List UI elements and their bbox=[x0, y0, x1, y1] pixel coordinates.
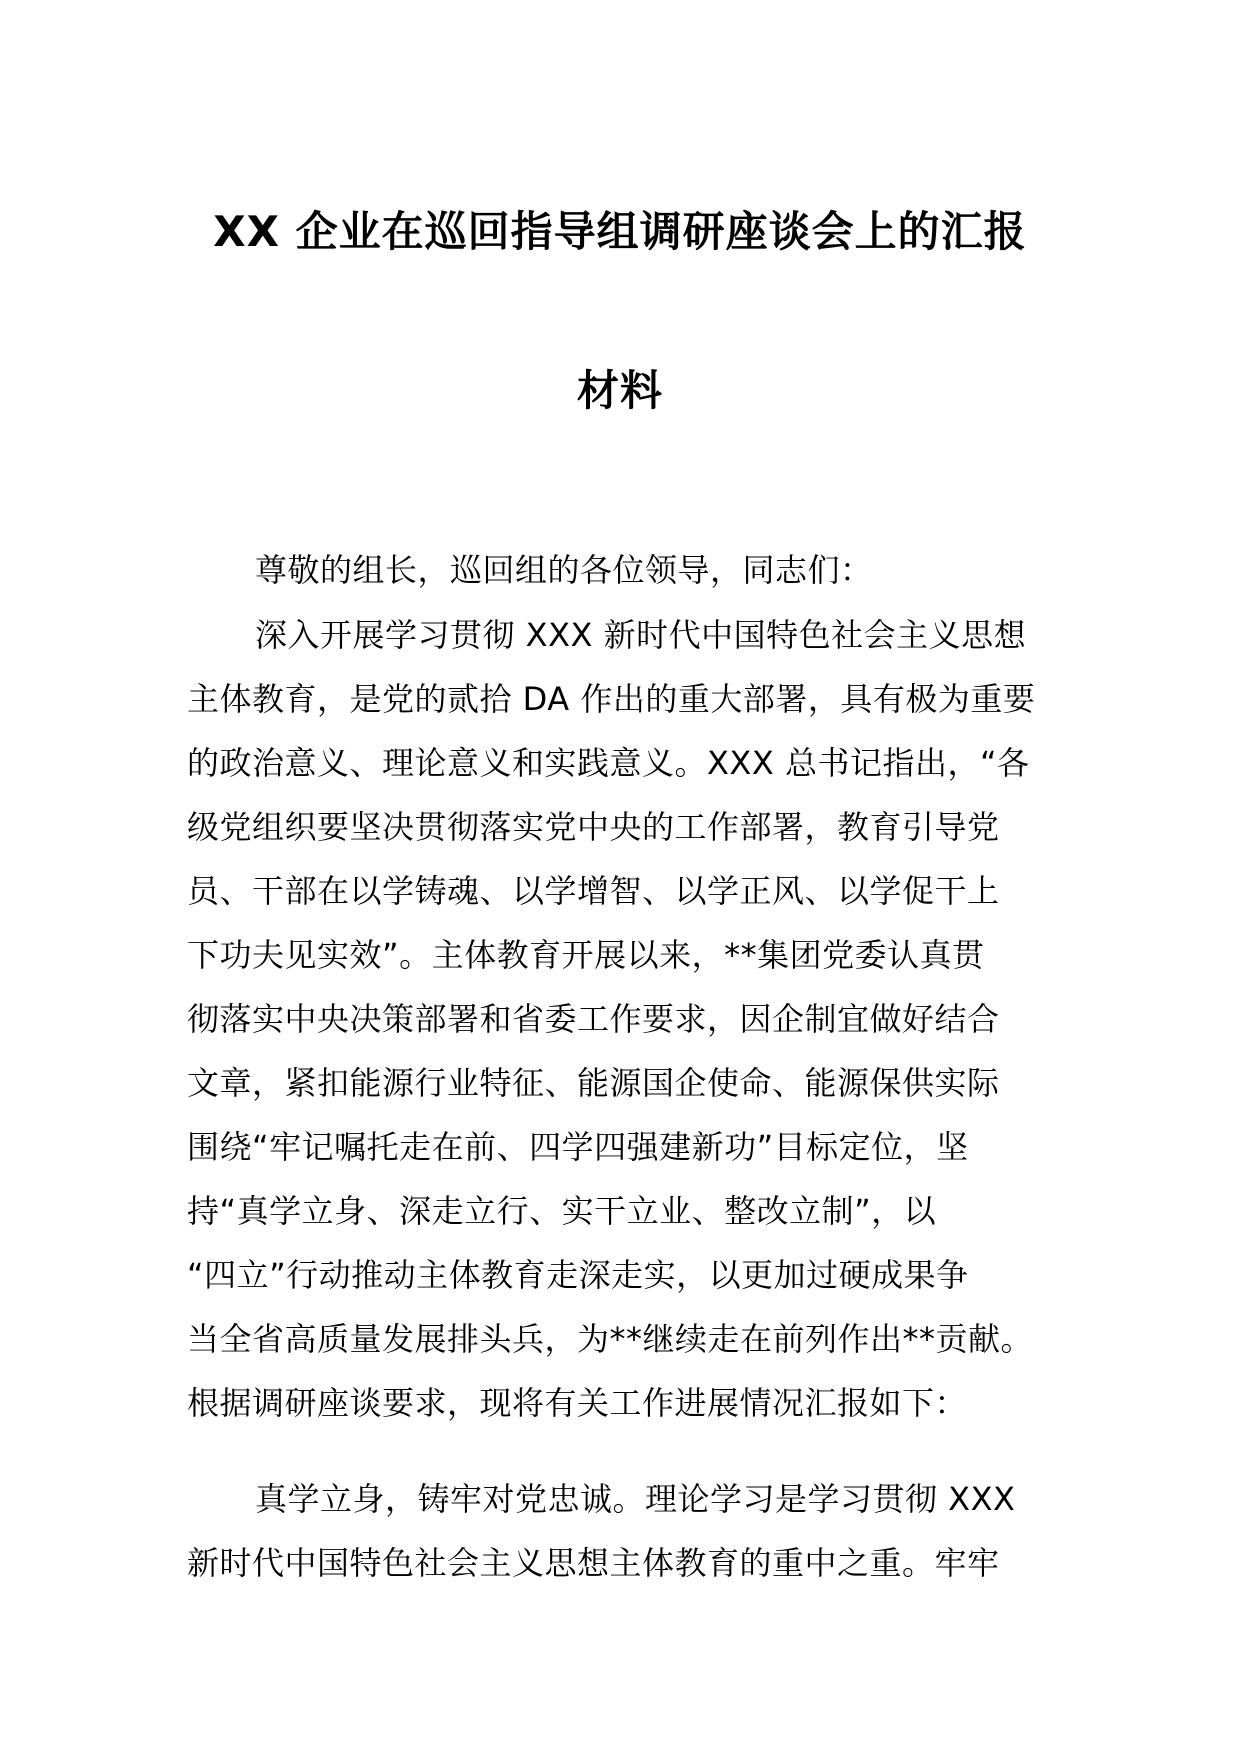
paragraph-line: 彻落实中央决策部署和省委工作要求，因企制宜做好结合 bbox=[187, 1000, 1000, 1038]
paragraph-line: 员、干部在以学铸魂、以学增智、以学正风、以学促干上 bbox=[187, 872, 1000, 910]
paragraph-line: 的政治意义、理论意义和实践意义。XXX 总书记指出，“各 bbox=[187, 744, 1030, 782]
paragraph-line: 下功夫见实效”。主体教育开展以来，**集团党委认真贯 bbox=[187, 936, 985, 974]
paragraph-line: 持“真学立身、深走立行、实干立业、整改立制”，以 bbox=[187, 1192, 937, 1230]
paragraph-line: 根据调研座谈要求，现将有关工作进展情况汇报如下： bbox=[187, 1384, 968, 1422]
paragraph-line: 真学立身，铸牢对党忠诚。理论学习是学习贯彻 XXX bbox=[255, 1480, 1016, 1518]
greeting-line: 尊敬的组长，巡回组的各位领导，同志们： bbox=[255, 551, 873, 589]
greeting-paragraph bbox=[187, 538, 1067, 602]
paragraph-line: 级党组织要坚决贯彻落实党中央的工作部署，教育引导党 bbox=[187, 808, 1000, 846]
body-paragraph-2 bbox=[187, 1467, 1067, 1595]
paragraph-line: “四立”行动推动主体教育走深走实，以更加过硬成果争 bbox=[187, 1256, 969, 1294]
document-title-line2: 材料 bbox=[576, 366, 663, 415]
body-paragraph-1 bbox=[187, 603, 1067, 1435]
document-title-line1: XX 企业在巡回指导组调研座谈会上的汇报 bbox=[213, 207, 1027, 256]
paragraph-line: 围绕“牢记嘱托走在前、四学四强建新功”目标定位，坚 bbox=[187, 1128, 969, 1166]
paragraph-line: 当全省高质量发展排头兵，为**继续走在前列作出**贡献。 bbox=[187, 1320, 1034, 1358]
paragraph-line: 深入开展学习贯彻 XXX 新时代中国特色社会主义思想 bbox=[255, 616, 1027, 654]
paragraph-line: 主体教育，是党的贰拾 DA 作出的重大部署，具有极为重要 bbox=[187, 680, 1036, 718]
paragraph-line: 新时代中国特色社会主义思想主体教育的重中之重。牢牢 bbox=[187, 1544, 1000, 1582]
paragraph-line: 文章，紧扣能源行业特征、能源国企使命、能源保供实际 bbox=[187, 1064, 1000, 1102]
